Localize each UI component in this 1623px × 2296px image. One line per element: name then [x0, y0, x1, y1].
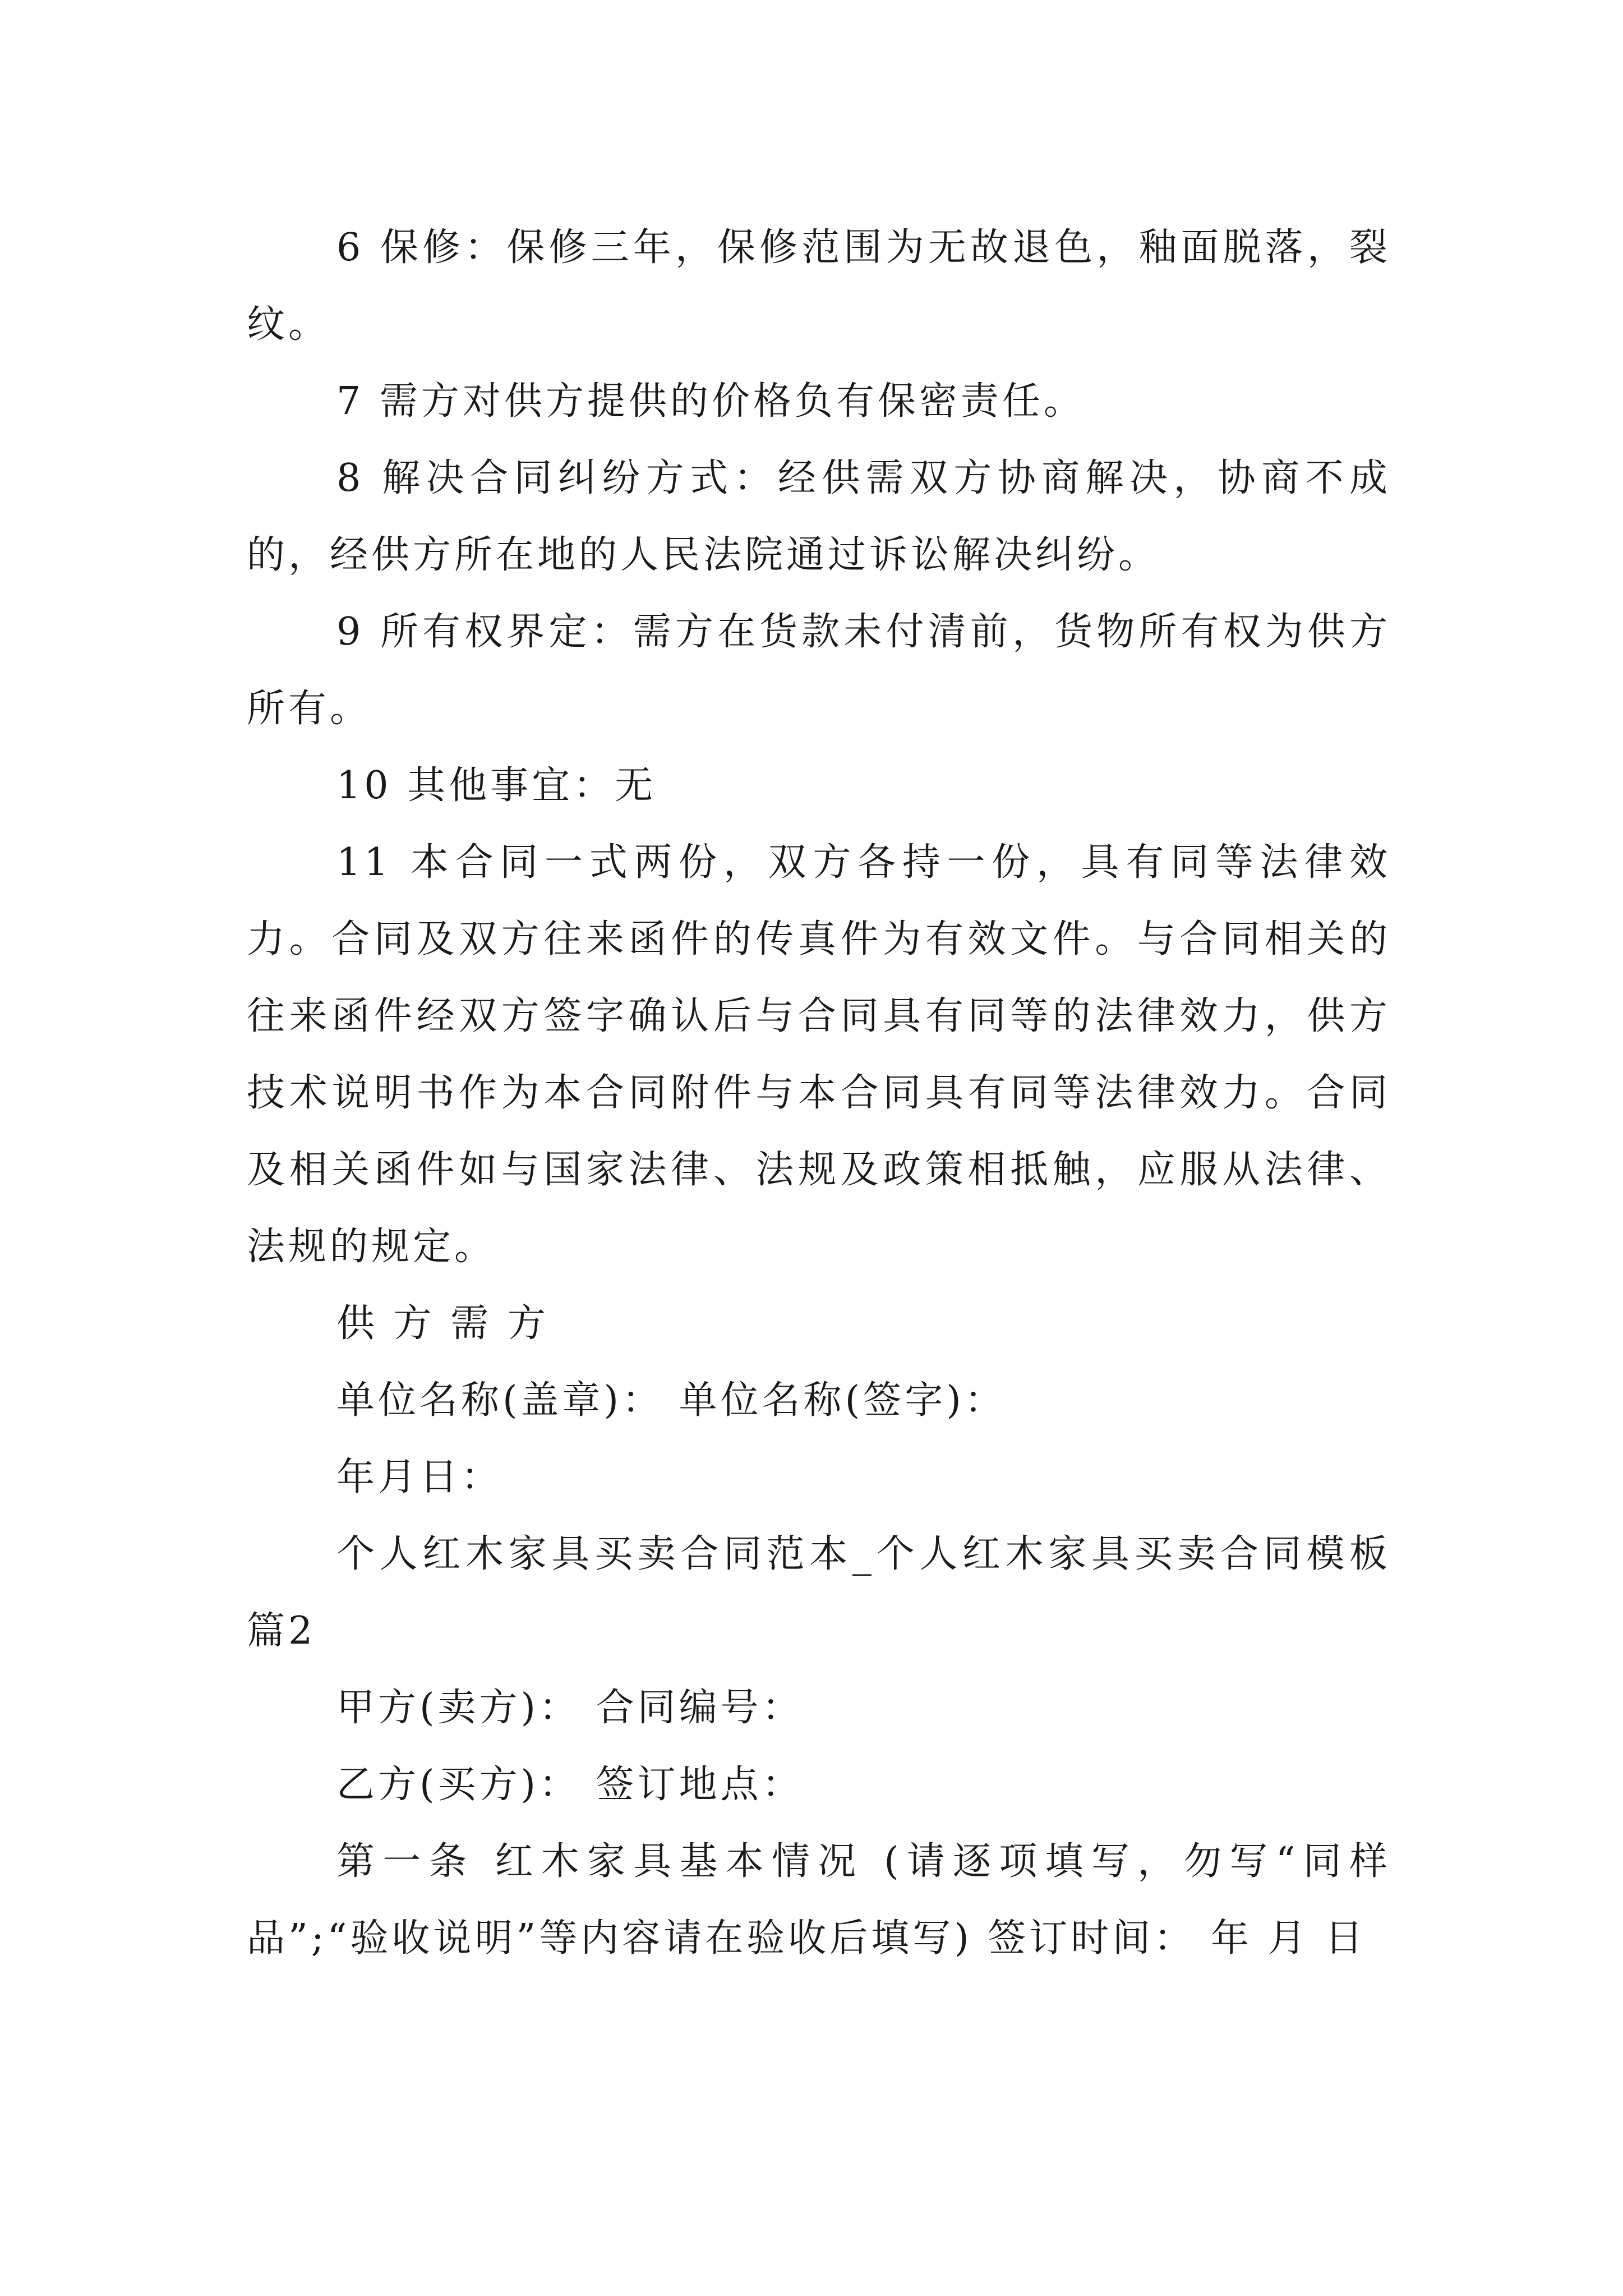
article-1-furniture-info: 第一条 红木家具基本情况 (请逐项填写，勿写“同样品”;“验收说明”等内容请在验收后填写) 签订时间： 年 月 日	[247, 1839, 1391, 1961]
party-b-line: 乙方(买方)： 签订地点：	[336, 1763, 804, 1807]
clause-9-ownership: 9 所有权界定：需方在货款未付清前，货物所有权为供方所有。	[247, 610, 1391, 731]
clause-6-warranty: 6 保修：保修三年，保修范围为无故退色，釉面脱落，裂纹。	[247, 226, 1391, 347]
signature-date: 年月日：	[336, 1455, 503, 1499]
clause-11-copies-validity: 11 本合同一式两份，双方各持一份，具有同等法律效力。合同及双方往来函件的传真件为有效文件。与合同相关的往来函件经双方签字确认后与合同具有同等的法律效力，供方技术说明书作为本合同附件与本合同具有同等法律效力。合同及相关函件如与国家法律、法规及政策相抵触，应服从法律、法规的规定。	[247, 840, 1391, 1269]
party-a-line: 甲方(卖方)： 合同编号：	[336, 1686, 804, 1730]
signature-unit-names: 单位名称(盖章)： 单位名称(签字)：	[336, 1378, 1006, 1423]
document-body	[247, 209, 1391, 1977]
section-2-heading: 个人红木家具买卖合同范本_个人红木家具买卖合同模板 篇2	[247, 1532, 1391, 1653]
signature-parties: 供 方 需 方	[336, 1301, 549, 1346]
clause-7-confidentiality: 7 需方对供方提供的价格负有保密责任。	[336, 379, 1085, 424]
clause-10-other-matters: 10 其他事宜：无	[336, 763, 657, 808]
clause-8-dispute-resolution: 8 解决合同纠纷方式：经供需双方协商解决，协商不成的，经供方所在地的人民法院通过诉讼解决纠纷。	[247, 456, 1391, 577]
